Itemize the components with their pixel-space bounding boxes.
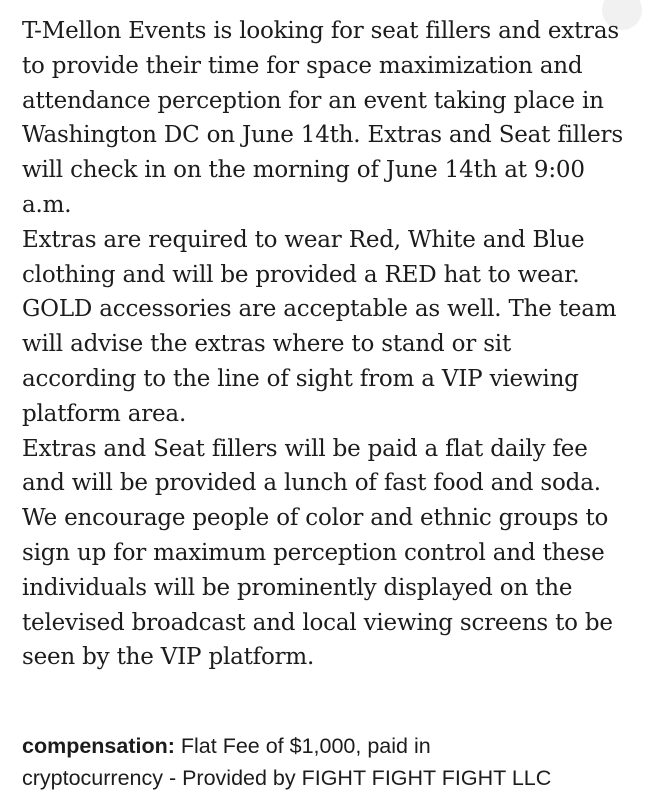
- compensation-value-line2: cryptocurrency - Provided by FIGHT FIGHT FIGHT LLC: [22, 766, 552, 790]
- compensation-value-line1: Flat Fee of $1,000, paid in: [180, 734, 431, 758]
- posting-body-text: T-Mellon Events is looking for seat fillers and extras to provide their time for space maximization and attendance perception for an event taking place in Washington DC on June 14th. Extras and Seat fillers will check in on the morning of June 14th at 9:00 a.m. Extras are required to wear Red, White and Blue clothing and will be provided a RED hat to wear. GOLD accessories are acceptable as well. The team will advise the extras where to stand or sit according to the line of sight from a VIP viewing platform area. Extras and Seat fillers will be paid a flat daily fee and will be provided a lunch of fast food and soda. We encourage people of color and ethnic groups to sign up for maximum perception control and these individuals will be prominently displayed on the televised broadcast and local viewing screens to be seen by the VIP platform.: [22, 18, 623, 671]
- compensation-label: compensation:: [22, 734, 175, 758]
- compensation-line: [22, 730, 667, 762]
